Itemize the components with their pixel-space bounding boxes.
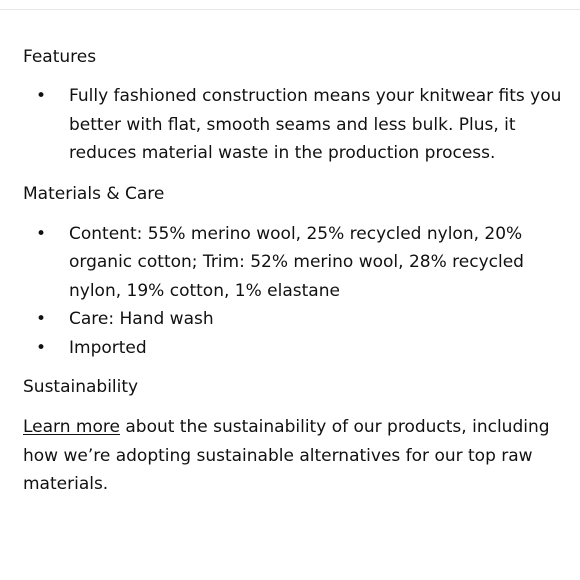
bullet-icon: • (36, 309, 47, 329)
learn-more-link[interactable]: Learn more (23, 417, 120, 437)
product-details (23, 44, 563, 499)
materials-care-heading: Materials & Care (23, 183, 165, 204)
materials-care-section (23, 181, 563, 363)
materials-care-list (23, 220, 563, 363)
top-divider (0, 9, 580, 10)
sustainability-paragraph (23, 413, 558, 499)
features-list-item (23, 82, 563, 168)
bullet-icon: • (36, 223, 47, 244)
features-heading: Features (23, 47, 97, 67)
sustainability-heading: Sustainability (23, 377, 139, 397)
materials-list-item-content (23, 220, 563, 306)
sustainability-body-text: about the sustainability of our products, including how we’re adopting sustainable alternatives for our top raw materials. (23, 417, 550, 494)
materials-item-text: Imported (69, 337, 147, 358)
features-item-text: Fully fashioned construction means your knitwear fits you better with flat, smooth seams and less bulk. Plus, it reduces material waste in the production process. (69, 86, 562, 163)
features-section (23, 44, 563, 168)
materials-list-item-origin (23, 334, 563, 363)
features-list (23, 82, 563, 168)
materials-item-text: Care: Hand wash (69, 309, 214, 329)
bullet-icon: • (36, 337, 47, 358)
materials-item-text: Content: 55% merino wool, 25% recycled nylon, 20% organic cotton; Trim: 52% merino wool, 28% recycled nylon, 19% cotton, 1% elastane (69, 223, 524, 301)
materials-list-item-care (23, 305, 563, 334)
bullet-icon: • (36, 86, 47, 106)
sustainability-section (23, 374, 563, 499)
